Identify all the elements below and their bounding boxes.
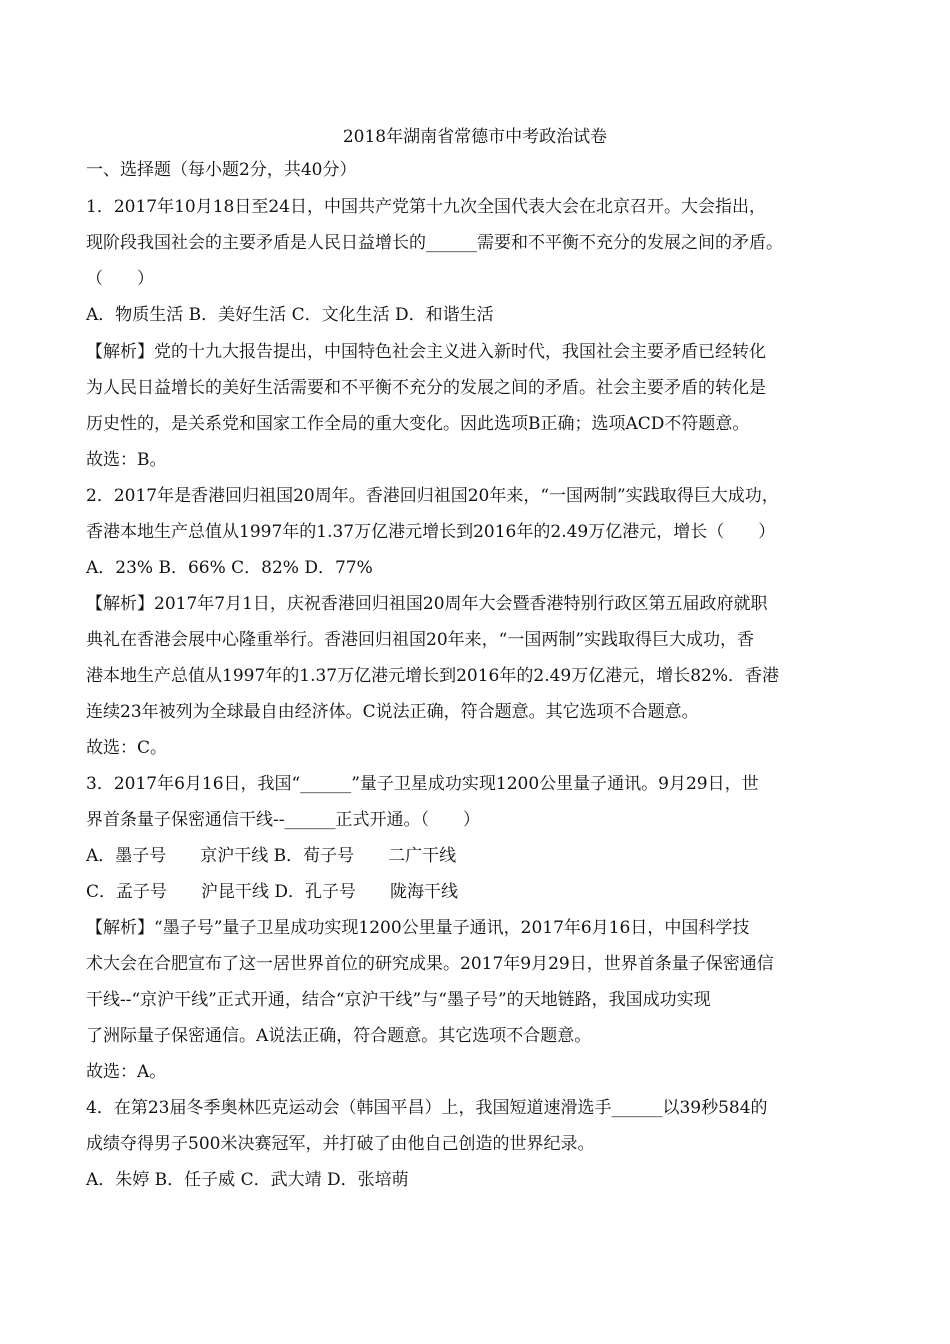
question-3-options-cd: C．孟子号 沪昆干线 D．孔子号 陇海干线 <box>86 882 459 902</box>
question-1-line-1: 1．2017年10月18日至24日，中国共产党第十九次全国代表大会在北京召开。大会指出， <box>86 197 766 217</box>
question-2-line-1: 2．2017年是香港回归祖国20周年。香港回归祖国20年来，“一国两制”实践取得巨大成功， <box>86 486 779 506</box>
question-1-bracket: （ ） <box>86 269 154 289</box>
question-4-line-2: 成绩夺得男子500米决赛冠军，并打破了由他自己创造的世界纪录。 <box>86 1134 595 1154</box>
question-3-analysis-line-4: 了洲际量子保密通信。A说法正确，符合题意。其它选项不合题意。 <box>86 1026 592 1046</box>
question-3-line-1: 3．2017年6月16日，我国“______”量子卫星成功实现1200公里量子通讯。9月29日，世 <box>86 774 759 794</box>
question-2-line-2: 香港本地生产总值从1997年的1.37万亿港元增长到2016年的2.49万亿港元，增长（ ） <box>86 522 776 542</box>
question-1-answer: 故选：B。 <box>86 450 167 470</box>
question-1-analysis-line-1: 【解析】党的十九大报告提出，中国特色社会主义进入新时代，我国社会主要矛盾已经转化 <box>86 342 766 362</box>
question-2-analysis-line-1: 【解析】2017年7月1日，庆祝香港回归祖国20周年大会暨香港特别行政区第五届政府就职 <box>86 594 768 614</box>
question-3-options-ab: A．墨子号 京沪干线 B．荀子号 二广干线 <box>86 846 457 866</box>
document-title: 2018年湖南省常德市中考政治试卷 <box>342 127 608 147</box>
question-3-line-2: 界首条量子保密通信干线--______正式开通。（ ） <box>86 810 480 830</box>
question-2-analysis-line-4: 连续23年被列为全球最自由经济体。C说法正确，符合题意。其它选项不合题意。 <box>86 702 699 722</box>
section-heading: 一、选择题（每小题2分，共40分） <box>86 160 357 180</box>
question-2-analysis-line-2: 典礼在香港会展中心隆重举行。香港回归祖国20年来，“一国两制”实践取得巨大成功，香 <box>86 630 755 650</box>
question-2-answer: 故选：C。 <box>86 738 168 758</box>
question-3-analysis-line-2: 术大会在合肥宣布了这一居世界首位的研究成果。2017年9月29日，世界首条量子保密通信 <box>86 954 774 974</box>
question-3-analysis-line-3: 干线--“京沪干线”正式开通，结合“京沪干线”与“墨子号”的天地链路，我国成功实现 <box>86 990 711 1010</box>
question-1-options: A．物质生活 B．美好生活 C．文化生活 D．和谐生活 <box>86 305 494 325</box>
question-1-line-2: 现阶段我国社会的主要矛盾是人民日益增长的______需要和不平衡不充分的发展之间的矛盾。 <box>86 233 783 253</box>
question-2-analysis-line-3: 港本地生产总值从1997年的1.37万亿港元增长到2016年的2.49万亿港元，增长82%．香港 <box>86 666 780 686</box>
question-3-answer: 故选：A。 <box>86 1062 167 1082</box>
question-3-analysis-line-1: 【解析】“墨子号”量子卫星成功实现1200公里量子通讯，2017年6月16日，中国科学技 <box>86 918 750 938</box>
question-2-options: A．23% B．66% C．82% D．77% <box>86 558 373 578</box>
question-4-line-1: 4．在第23届冬季奥林匹克运动会（韩国平昌）上，我国短道速滑选手______以39秒584的 <box>86 1098 768 1118</box>
question-1-analysis-line-3: 历史性的，是关系党和国家工作全局的重大变化。因此选项B正确；选项ACD不符题意。 <box>86 414 750 434</box>
question-4-options: A．朱婷 B．任子威 C．武大靖 D．张培萌 <box>86 1170 409 1190</box>
question-1-analysis-line-2: 为人民日益增长的美好生活需要和不平衡不充分的发展之间的矛盾。社会主要矛盾的转化是 <box>86 378 766 398</box>
